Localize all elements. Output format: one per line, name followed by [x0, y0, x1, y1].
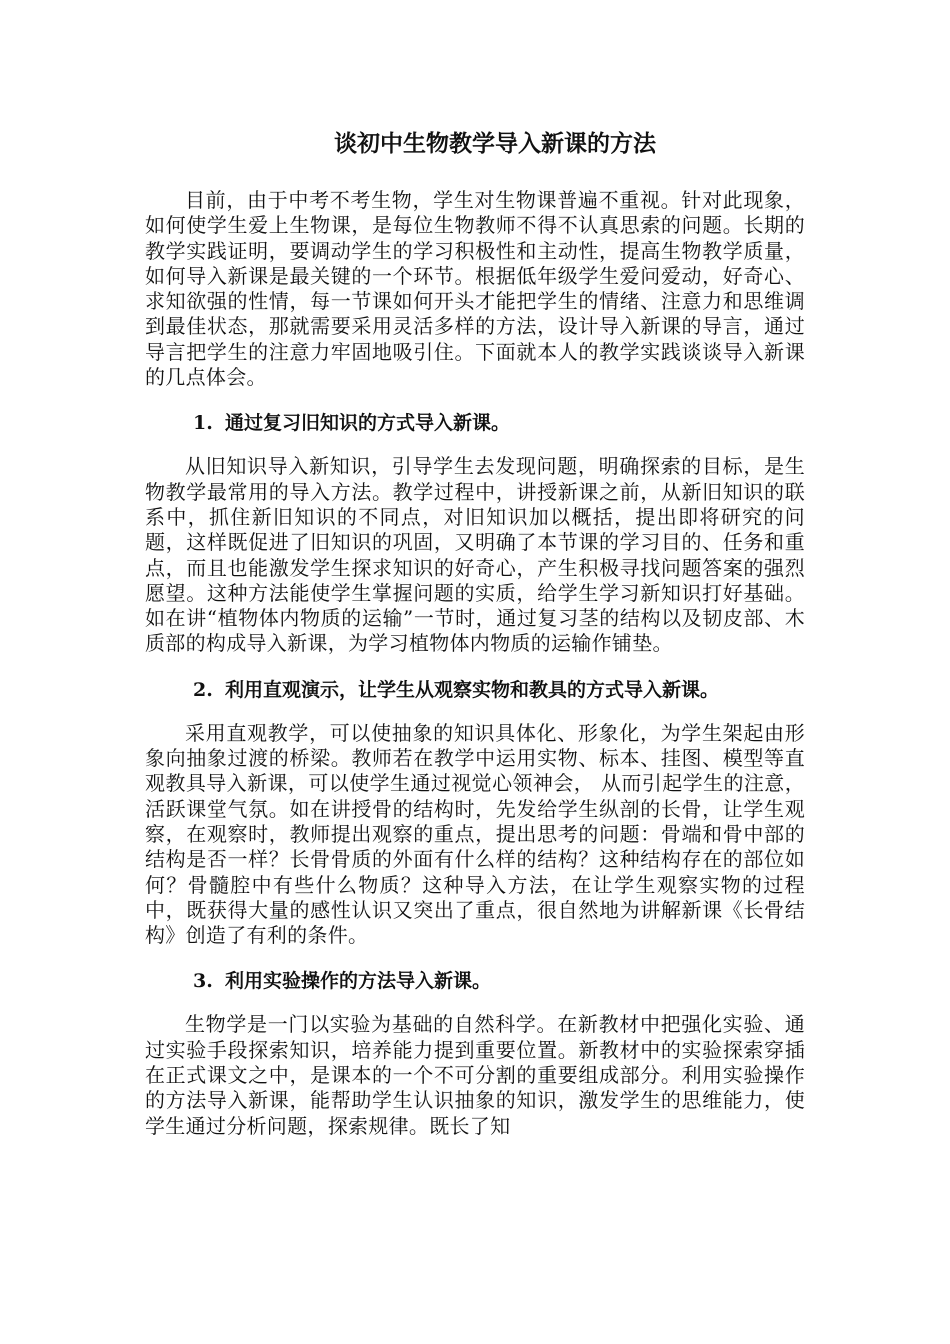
intro-paragraph: 目前，由于中考不考生物，学生对生物课普遍不重视。针对此现象，如何使学生爱上生物课，是每位生物教师不得不认真思索的问题。长期的教学实践证明，要调动学生的学习积极性和主动性，提高生物教学质量，如何导入新课是最关键的一个环节。根据低年级学生爱问爱动，好奇心、求知欲强的性情，每一节课如何开头才能把学生的情绪、注意力和思维调到最佳状态，那就需要采用灵活多样的方法，设计导入新课的导言，通过导言把学生的注意力牢固地吸引住。下面就本人的教学实践谈谈导入新课的几点体会。 [145, 188, 805, 390]
section-number: 1. [193, 412, 213, 435]
section-heading-text: 利用实验操作的方法导入新课。 [225, 970, 492, 993]
section-heading-text: 利用直观演示，让学生从观察实物和教具的方式导入新课。 [225, 678, 720, 701]
section-heading-2 [145, 677, 805, 703]
document-title: 谈初中生物教学导入新课的方法 [334, 130, 656, 157]
section-body-1: 从旧知识导入新知识，引导学生去发现问题，明确探索的目标，是生物教学最常用的导入方法。教学过程中，讲授新课之前，从新旧知识的联系中，抓住新旧知识的不同点，对旧知识加以概括，提出即将研究的问题，这样既促进了旧知识的巩固，又明确了本节课的学习目的、任务和重点，而且也能激发学生探求知识的好奇心，产生积极寻找问题答案的强烈愿望。这种方法能使学生掌握问题的实质，给学生学习新知识打好基础。如在讲“植物体内物质的运输”一节时，通过复习茎的结构以及韧皮部、木质部的构成导入新课，为学习植物体内物质的运输作铺垫。 [145, 454, 805, 656]
section-heading-text: 通过复习旧知识的方式导入新课。 [225, 412, 511, 435]
section-body-2: 采用直观教学，可以使抽象的知识具体化、形象化，为学生架起由形象向抽象过渡的桥梁。教师若在教学中运用实物、标本、挂图、模型等直观教具导入新课，可以使学生通过视觉心领神会， 从而引起学生的注意，活跃课堂气氛。如在讲授骨的结构时，先发给学生纵剖的长骨，让学生观察，在观察时，教师提出观察的重点，提出思考的问题：骨端和骨中部的结构是否一样？长骨骨质的外面有什么样的结构？这种结构存在的部位如何？骨髓腔中有些什么物质？这种导入方法，在让学生观察实物的过程中，既获得大量的感性认识又突出了重点，很自然地为讲解新课《长骨结构》创造了有利的条件。 [145, 720, 805, 948]
section-number: 3. [193, 970, 213, 993]
section-heading-1 [145, 410, 805, 436]
section-heading-3 [145, 968, 805, 994]
section-number: 2. [193, 678, 213, 701]
document-page [145, 128, 805, 1139]
section-body-3: 生物学是一门以实验为基础的自然科学。在新教材中把强化实验、通过实验手段探索知识，培养能力提到重要位置。新教材中的实验探索穿插在正式课文之中，是课本的一个不可分割的重要组成部分。利用实验操作的方法导入新课，能帮助学生认识抽象的知识，激发学生的思维能力，使学生通过分析问题，探索规律。既长了知 [145, 1012, 805, 1138]
